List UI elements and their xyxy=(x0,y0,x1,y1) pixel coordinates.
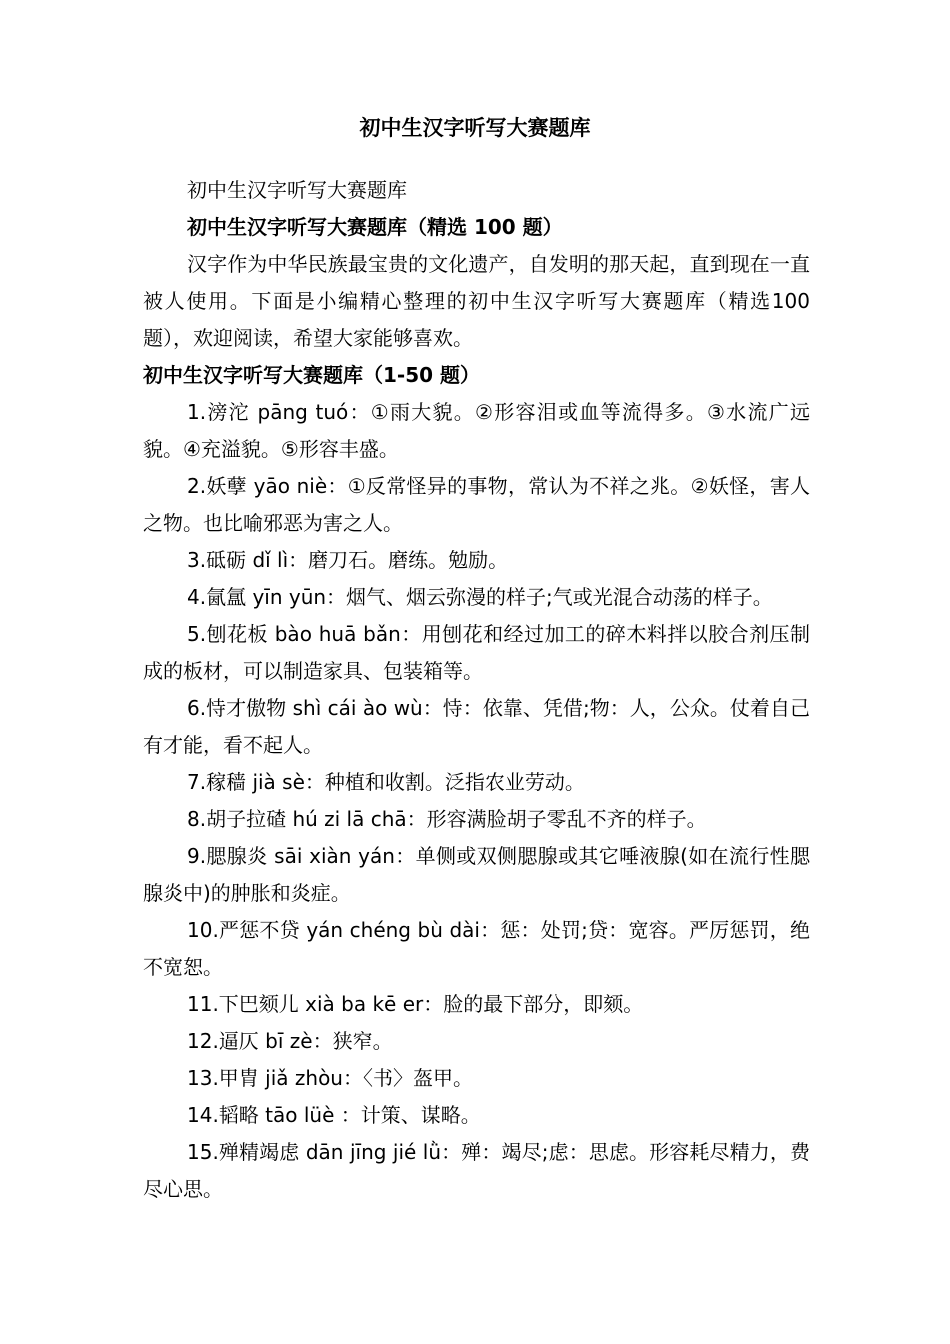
vocab-entry: 5.刨花板 bào huā bǎn：用刨花和经过加工的碎木料拌以胶合剂压制成的板材，可以制造家具、包装箱等。 xyxy=(143,622,810,683)
vocab-entry: 12.逼仄 bī zè：狭窄。 xyxy=(187,1029,393,1053)
vocab-entry: 8.胡子拉碴 hú zi lā chā：形容满脸胡子零乱不齐的样子。 xyxy=(187,807,707,831)
document-body xyxy=(143,172,810,1208)
subtitle-paragraph: 初中生汉字听写大赛题库 xyxy=(187,178,407,202)
vocab-entry: 11.下巴颏儿 xià ba kē er：脸的最下部分，即颏。 xyxy=(187,992,644,1016)
vocab-entry: 4.氤氲 yīn yūn：烟气、烟云弥漫的样子;气或光混合动荡的样子。 xyxy=(187,585,773,609)
intro-paragraph: 汉字作为中华民族最宝贵的文化遗产，自发明的那天起，直到现在一直被人使用。下面是小编精心整理的初中生汉字听写大赛题库（精选100 题），欢迎阅读，希望大家能够喜欢。 xyxy=(143,252,810,350)
vocab-entry: 7.稼穑 jià sè：种植和收割。泛指农业劳动。 xyxy=(187,770,585,794)
vocab-entry: 2.妖孽 yāo niè：①反常怪异的事物，常认为不祥之兆。②妖怪，害人之物。也比喻邪恶为害之人。 xyxy=(143,474,810,535)
document-title: 初中生汉字听写大赛题库 xyxy=(359,116,591,140)
vocab-entry: 10.严惩不贷 yán chéng bù dài：惩：处罚;贷：宽容。严厉惩罚，绝不宽恕。 xyxy=(143,918,810,979)
vocab-entry: 14.韬略 tāo lüè ：计策、谋略。 xyxy=(187,1103,481,1127)
section-heading: 初中生汉字听写大赛题库（1-50 题） xyxy=(143,363,481,387)
vocab-entry: 13.甲胄 jiǎ zhòu：〈书〉盔甲。 xyxy=(187,1066,473,1090)
vocab-entry: 6.恃才傲物 shì cái ào wù：恃：依靠、凭借;物：人，公众。仗着自己有才能，看不起人。 xyxy=(143,696,810,757)
vocab-entry: 3.砥砺 dǐ lì：磨刀石。磨练。勉励。 xyxy=(187,548,509,572)
selected-heading: 初中生汉字听写大赛题库（精选 100 题） xyxy=(187,215,563,239)
vocab-entry: 1.滂沱 pāng tuó：①雨大貌。②形容泪或血等流得多。③水流广远貌。④充溢貌。⑤形容丰盛。 xyxy=(143,400,810,461)
vocab-entry: 15.殚精竭虑 dān jīng jié lǜ：殚：竭尽;虑：思虑。形容耗尽精力，费尽心思。 xyxy=(143,1140,810,1201)
vocab-entry: 9.腮腺炎 sāi xiàn yán：单侧或双侧腮腺或其它唾液腺(如在流行性腮腺炎中)的肿胀和炎症。 xyxy=(143,844,810,905)
